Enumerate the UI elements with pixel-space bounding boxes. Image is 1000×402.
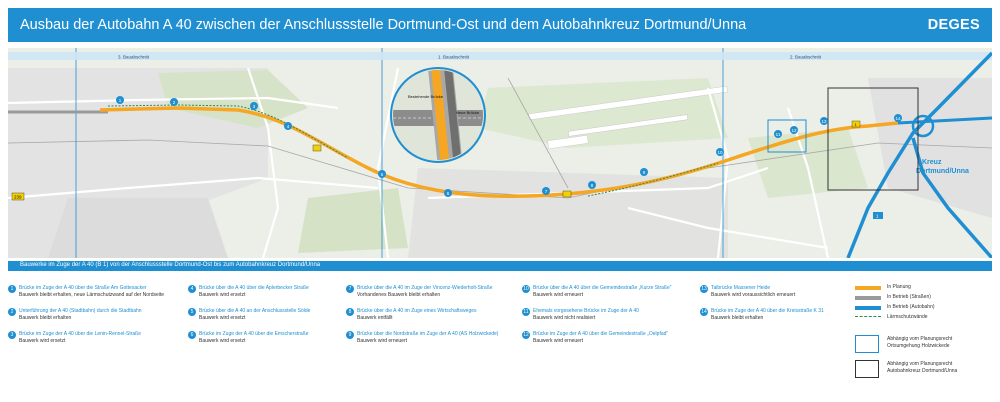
section-2-label: 2. Bauabschnitt — [790, 54, 822, 60]
svg-text:2: 2 — [172, 99, 176, 105]
item-title: Brücke im Zuge der A 40 über die Gemeindestraße „Oelpfad“ — [533, 331, 669, 337]
item-title: Ehemals vorgesehene Brücke im Zuge der A 40 — [533, 308, 639, 314]
item-title: Brücke im Zuge der A 40 über die Straße Am Gottesacker — [19, 285, 147, 291]
legend-roads-swatch — [855, 296, 881, 300]
item-note: Bauwerk wird ersetzt — [199, 292, 246, 298]
legend-motorway-swatch — [855, 306, 881, 310]
svg-text:14: 14 — [895, 115, 901, 121]
item-title: Brücke über die Nordstraße im Zuge der A 40 (AS Holzwickede) — [357, 331, 499, 337]
structures-heading: Bauwerke im Zuge der A 40 (B 1) von der Anschlussstelle Dortmund-Ost bis zum Autobahnkreuz Dortmund/Unna — [20, 262, 321, 268]
page-title: Ausbau der Autobahn A 40 zwischen der Anschlussstelle Dortmund-Ost und dem Autobahnkreuz Dortmund/Unna — [20, 17, 747, 33]
svg-text:9: 9 — [642, 169, 646, 175]
marker-8 — [588, 181, 596, 189]
svg-text:3: 3 — [252, 103, 256, 109]
item-title: Brücke über die A 40 über die Aplerbecker Straße — [199, 285, 309, 291]
item-note: Bauwerk wird erneuert — [357, 338, 408, 344]
item-number: 2 — [8, 308, 16, 316]
svg-text:4: 4 — [286, 123, 290, 129]
item-note: Bauwerk bleibt erhalten — [19, 315, 72, 321]
marker-1 — [116, 96, 124, 104]
item-note: Bauwerk entfällt — [357, 315, 393, 321]
item-number: 14 — [701, 309, 707, 315]
item-title: Brücke im Zuge der A 40 über die Kreisstraße K 31 — [711, 308, 824, 314]
legend-black-box-line1: Abhängig vom Planungsrecht — [887, 361, 953, 367]
legend-black-box — [855, 360, 879, 378]
list-item — [346, 331, 511, 357]
marker-6 — [444, 189, 452, 197]
legend-planning-label: In Planung — [887, 284, 911, 290]
legend-roads-label: In Betrieb (Straßen) — [887, 294, 931, 300]
item-note: Bauwerk wird ersetzt — [19, 338, 66, 344]
a40-shield-text: 1 — [854, 122, 857, 127]
marker-9 — [640, 168, 648, 176]
item-number: 5 — [188, 308, 196, 316]
svg-text:5: 5 — [380, 171, 384, 177]
marker-12 — [790, 126, 798, 134]
item-note: Bauwerk wird ersetzt — [199, 338, 246, 344]
map-canvas[interactable] — [8, 48, 992, 258]
item-title: Brücke über die A 40 im Zuge eines Wirtschaftsweges — [357, 308, 477, 314]
item-number: 12 — [523, 332, 529, 338]
list-item — [8, 331, 173, 357]
item-title: Unterführung der A 40 (Stadtbahn) durch die Stadtbahn — [19, 308, 142, 314]
marker-2 — [170, 98, 178, 106]
svg-text:8: 8 — [590, 182, 594, 188]
project-map[interactable] — [8, 48, 992, 258]
section-3-label: 3. Bauabschnitt — [118, 54, 150, 60]
item-title: Brücke im Zuge der A 40 über die Lenin-Rennel-Straße — [19, 331, 142, 337]
kreuz-label-1: Kreuz — [922, 159, 942, 166]
list-item — [522, 331, 687, 357]
item-title: Brücke im Zuge der A 40 über die Emscherstraße — [199, 331, 309, 337]
item-number: 10 — [523, 286, 529, 292]
item-note: Bauwerk wird erneuert — [533, 292, 584, 298]
item-number: 3 — [8, 331, 16, 339]
marker-11 — [774, 130, 782, 138]
marker-10 — [716, 148, 724, 156]
item-note: Bauwerk wird ersetzt — [199, 315, 246, 321]
svg-text:12: 12 — [791, 127, 797, 133]
item-note: Bauwerk wird erneuert — [533, 338, 584, 344]
item-number: 13 — [701, 286, 707, 292]
deges-logo: DEGES — [927, 17, 980, 33]
item-number: 9 — [346, 331, 354, 339]
a40-shield-east — [563, 191, 571, 197]
legend-motorway-label: In Betrieb (Autobahn) — [887, 304, 935, 310]
inset-existing-label: Bestehende Brücke — [408, 94, 443, 99]
item-note: Bauwerk bleibt erhalten — [711, 315, 764, 321]
legend-blue-box-line1: Abhängig vom Planungsrecht — [887, 336, 953, 342]
map-legend — [855, 280, 992, 398]
road-shield-a1-text: 1 — [876, 213, 879, 219]
structures-heading-bar — [8, 261, 992, 271]
svg-text:7: 7 — [544, 188, 548, 194]
item-number: 8 — [346, 308, 354, 316]
item-number: 1 — [8, 285, 16, 293]
item-title: Brücke über die A 40 an der Anschlussstelle Sölde — [199, 308, 311, 314]
legend-black-box-line2: Autobahnkreuz Dortmund/Unna — [887, 368, 958, 374]
kreuz-label-2: Dortmund/Unna — [916, 168, 969, 175]
header-bar — [8, 8, 992, 42]
section-1-label: 1. Bauabschnitt — [438, 54, 470, 60]
item-note: Bauwerk bleibt erhalten, neue Lärmschutzwand auf der Nordseite — [19, 292, 165, 298]
item-note: Bauwerk wird voraussichtlich erneuert — [711, 292, 796, 298]
legend-noise-label: Lärmschutzwände — [887, 314, 928, 320]
svg-text:6: 6 — [446, 190, 450, 196]
svg-text:1: 1 — [118, 97, 122, 103]
list-item — [188, 331, 353, 357]
marker-13 — [820, 117, 828, 125]
svg-text:11: 11 — [775, 131, 781, 137]
legend-blue-box-line2: Ortsumgehung Holzwickede — [887, 343, 950, 349]
structures-list — [8, 280, 848, 398]
marker-3 — [250, 102, 258, 110]
marker-7 — [542, 187, 550, 195]
marker-14 — [894, 114, 902, 122]
marker-5 — [378, 170, 386, 178]
inset-new-label: Neue Brücke — [456, 110, 480, 115]
item-note: Vorhandenes Bauwerk bleibt erhalten — [357, 292, 441, 298]
svg-text:10: 10 — [717, 149, 723, 155]
list-item — [700, 308, 865, 334]
item-note: Bauwerk wird nicht realisiert — [533, 315, 596, 321]
a40-shield-mid — [313, 145, 321, 151]
item-title: Talbrücke Massener Heide — [711, 285, 771, 291]
road-shield-239-text: 239 — [14, 194, 22, 200]
item-title: Brücke über die A 40 über die Gemeindestraße „Kurze Straße“ — [533, 285, 672, 291]
svg-text:13: 13 — [821, 118, 827, 124]
item-number: 11 — [523, 309, 529, 315]
marker-4 — [284, 122, 292, 130]
item-title: Brücke über die A 40 im Zuge der Vincenz-Wiederholt-Straße — [357, 285, 493, 291]
legend-blue-box — [855, 335, 879, 353]
legend-black-box-label — [887, 361, 957, 375]
legend-noise-swatch — [855, 316, 881, 317]
item-number: 6 — [188, 331, 196, 339]
item-number: 4 — [188, 285, 196, 293]
item-number: 7 — [346, 285, 354, 293]
legend-planning-swatch — [855, 286, 881, 290]
legend-blue-box-label — [887, 336, 952, 350]
